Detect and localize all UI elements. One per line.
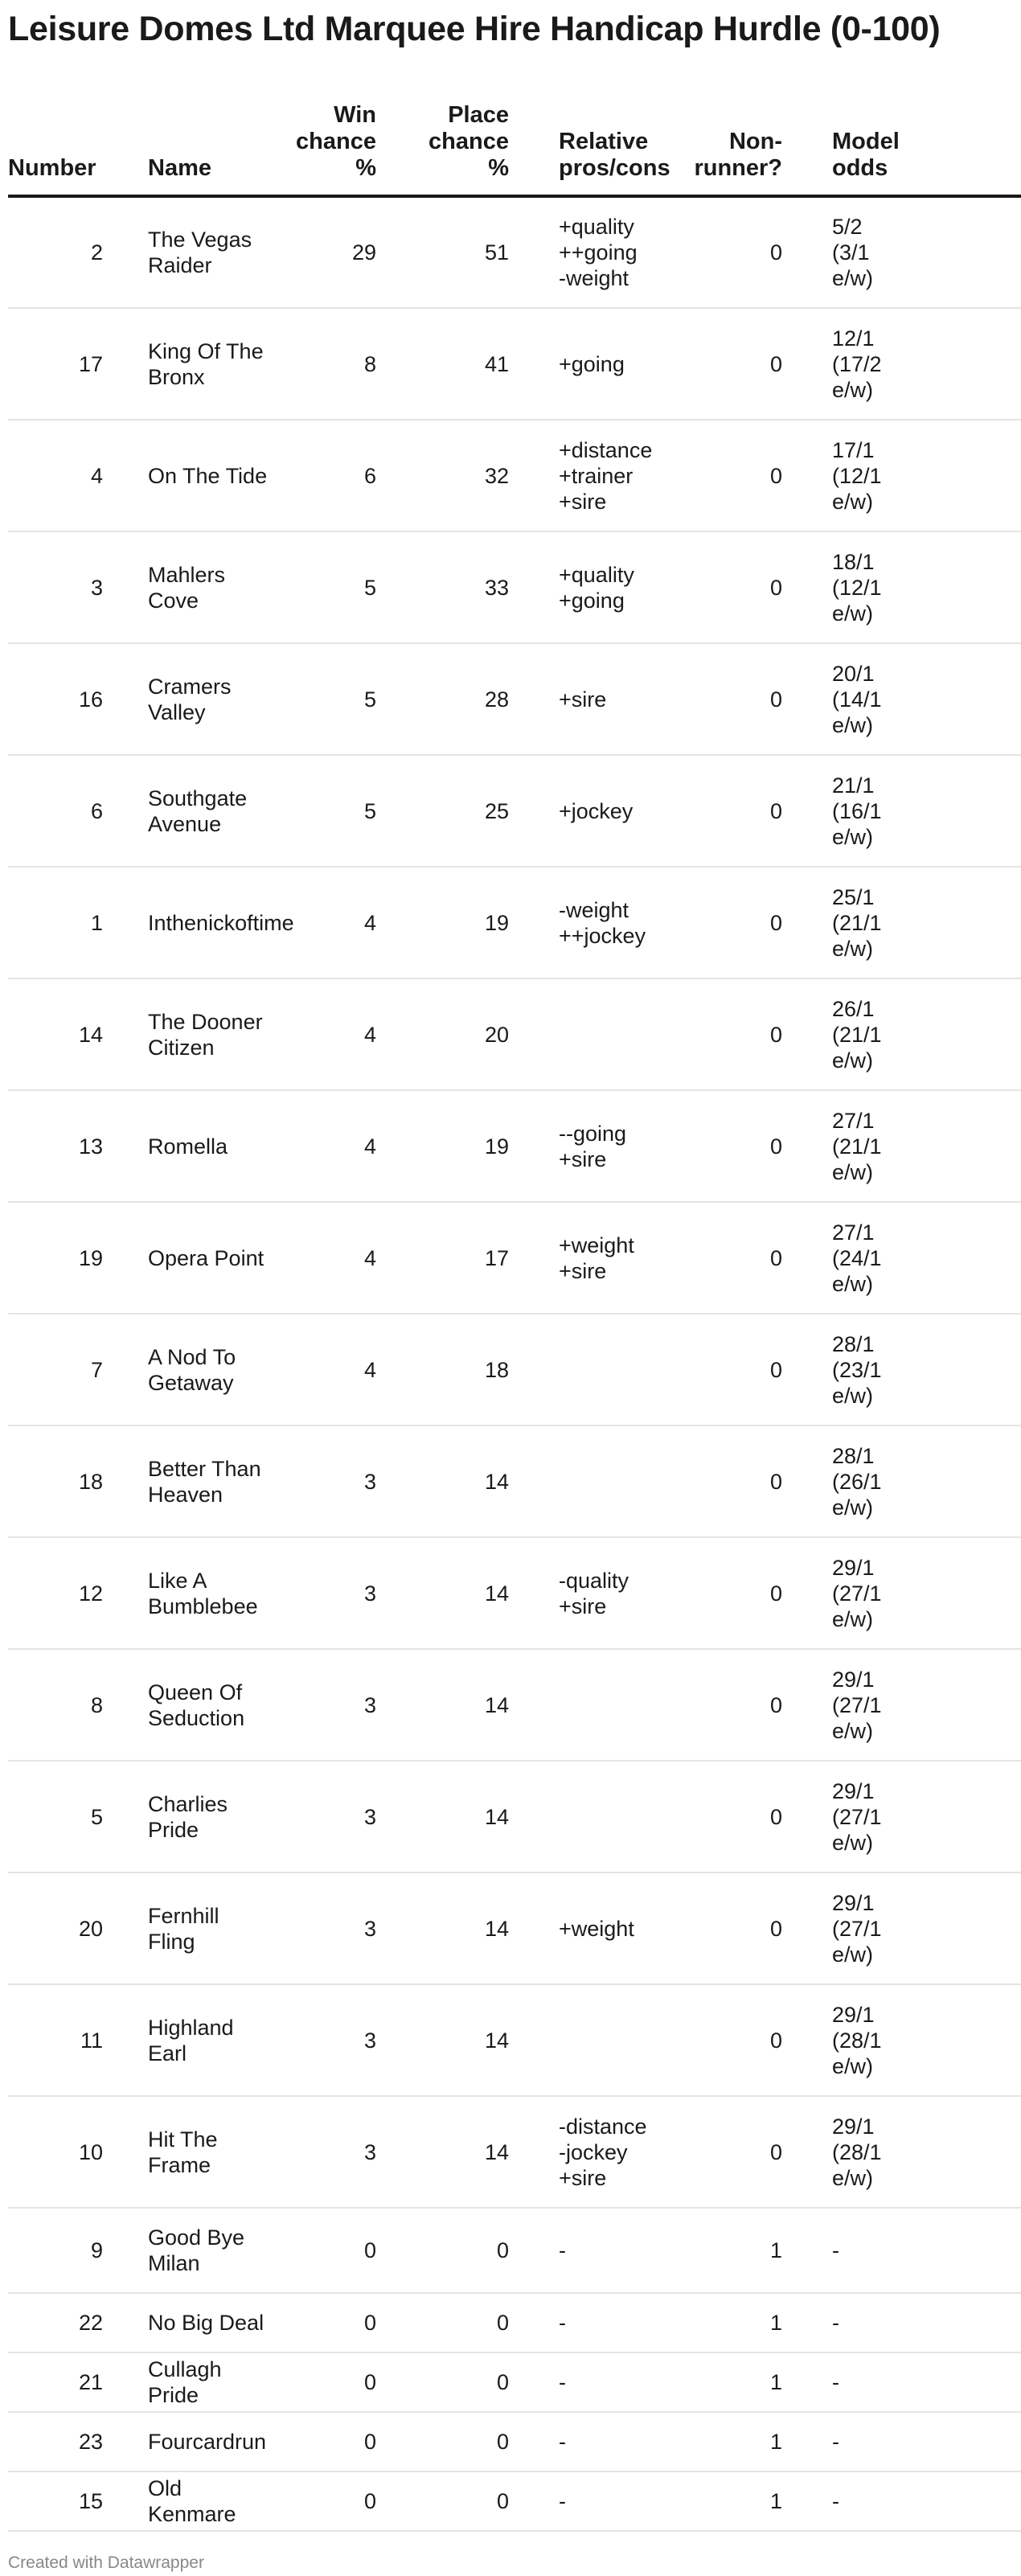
cell-win-chance: 3 [272,1537,376,1649]
cell-number: 15 [8,2471,103,2531]
cell-number: 17 [8,308,103,420]
cell-relative: --going +sire [509,1090,670,1202]
cell-win-chance: 29 [272,196,376,308]
cell-non-runner: 0 [670,196,782,308]
cell-relative: -quality +sire [509,1537,670,1649]
cell-relative: +quality ++going -weight [509,196,670,308]
cell-place-chance: 14 [376,1425,509,1537]
footer-credit: Created with Datawrapper [8,2553,204,2572]
cell-name: Fernhill Fling [103,1873,272,1984]
cell-number: 14 [8,978,103,1090]
cell-relative [509,1314,670,1425]
cell-model-odds: 29/1 (27/1 e/w) [782,1649,1021,1761]
cell-win-chance: 0 [272,2352,376,2412]
table-row [8,420,1021,531]
table-row [8,2412,1021,2471]
cell-win-chance: 0 [272,2293,376,2352]
cell-model-odds: 29/1 (27/1 e/w) [782,1537,1021,1649]
cell-model-odds: 12/1 (17/2 e/w) [782,308,1021,420]
cell-place-chance: 14 [376,1873,509,1984]
cell-relative: -distance -jockey +sire [509,2096,670,2208]
column-header-win-chance[interactable]: Win chance % [272,82,376,196]
cell-non-runner: 0 [670,1425,782,1537]
cell-relative [509,1984,670,2096]
odds-table [8,82,1021,2532]
cell-place-chance: 28 [376,643,509,755]
cell-number: 19 [8,1202,103,1314]
cell-relative: +sire [509,643,670,755]
table-row [8,531,1021,643]
cell-name: Mahlers Cove [103,531,272,643]
header-row [8,82,1021,196]
table-row [8,1873,1021,1984]
cell-win-chance: 4 [272,1090,376,1202]
cell-place-chance: 0 [376,2208,509,2293]
cell-non-runner: 0 [670,1873,782,1984]
cell-model-odds: 5/2 (3/1 e/w) [782,196,1021,308]
table-row [8,1537,1021,1649]
cell-name: Cullagh Pride [103,2352,272,2412]
cell-number: 8 [8,1649,103,1761]
cell-non-runner: 0 [670,420,782,531]
cell-place-chance: 0 [376,2471,509,2531]
cell-non-runner: 1 [670,2352,782,2412]
cell-win-chance: 0 [272,2471,376,2531]
cell-place-chance: 14 [376,1761,509,1873]
cell-name: Opera Point [103,1202,272,1314]
cell-name: Inthenickoftime [103,867,272,978]
table-row [8,1090,1021,1202]
cell-place-chance: 33 [376,531,509,643]
cell-model-odds: 27/1 (24/1 e/w) [782,1202,1021,1314]
column-header-name[interactable]: Name [103,82,272,196]
cell-non-runner: 0 [670,1984,782,2096]
cell-name: Romella [103,1090,272,1202]
cell-name: Good Bye Milan [103,2208,272,2293]
cell-number: 18 [8,1425,103,1537]
column-header-model-odds[interactable]: Model odds [782,82,1021,196]
cell-win-chance: 3 [272,2096,376,2208]
cell-name: The Vegas Raider [103,196,272,308]
cell-number: 1 [8,867,103,978]
cell-place-chance: 0 [376,2293,509,2352]
cell-win-chance: 5 [272,643,376,755]
odds-table-container [0,82,981,2532]
cell-non-runner: 0 [670,1537,782,1649]
cell-place-chance: 14 [376,2096,509,2208]
column-header-relative[interactable]: Relative pros/cons [509,82,670,196]
table-row [8,755,1021,867]
cell-number: 7 [8,1314,103,1425]
cell-number: 9 [8,2208,103,2293]
cell-model-odds: - [782,2471,1021,2531]
cell-place-chance: 20 [376,978,509,1090]
cell-non-runner: 0 [670,978,782,1090]
cell-name: Queen Of Seduction [103,1649,272,1761]
cell-non-runner: 0 [670,867,782,978]
cell-number: 4 [8,420,103,531]
table-row [8,196,1021,308]
cell-number: 21 [8,2352,103,2412]
cell-model-odds: 28/1 (23/1 e/w) [782,1314,1021,1425]
table-row [8,1761,1021,1873]
cell-relative: +weight +sire [509,1202,670,1314]
cell-number: 6 [8,755,103,867]
cell-place-chance: 32 [376,420,509,531]
cell-win-chance: 3 [272,1761,376,1873]
cell-relative [509,1425,670,1537]
cell-place-chance: 18 [376,1314,509,1425]
cell-relative: +jockey [509,755,670,867]
cell-number: 3 [8,531,103,643]
cell-name: King Of The Bronx [103,308,272,420]
cell-win-chance: 0 [272,2208,376,2293]
cell-non-runner: 0 [670,643,782,755]
cell-relative: +weight [509,1873,670,1984]
cell-non-runner: 0 [670,308,782,420]
cell-name: Southgate Avenue [103,755,272,867]
cell-win-chance: 5 [272,755,376,867]
cell-non-runner: 1 [670,2412,782,2471]
cell-win-chance: 4 [272,1314,376,1425]
cell-model-odds: - [782,2412,1021,2471]
cell-relative: -weight ++jockey [509,867,670,978]
table-header [8,82,1021,196]
cell-place-chance: 0 [376,2412,509,2471]
table-row [8,2471,1021,2531]
cell-win-chance: 0 [272,2412,376,2471]
cell-number: 16 [8,643,103,755]
cell-name: Highland Earl [103,1984,272,2096]
cell-non-runner: 0 [670,1202,782,1314]
table-row [8,2352,1021,2412]
cell-relative: +going [509,308,670,420]
cell-relative: - [509,2208,670,2293]
cell-name: Hit The Frame [103,2096,272,2208]
cell-name: A Nod To Getaway [103,1314,272,1425]
cell-model-odds: - [782,2352,1021,2412]
cell-win-chance: 3 [272,1873,376,1984]
table-row [8,1649,1021,1761]
cell-model-odds: 18/1 (12/1 e/w) [782,531,1021,643]
column-header-number[interactable]: Number [8,82,103,196]
cell-relative: +distance +trainer +sire [509,420,670,531]
cell-name: Like A Bumblebee [103,1537,272,1649]
table-row [8,643,1021,755]
cell-win-chance: 3 [272,1984,376,2096]
column-header-non-runner[interactable]: Non- runner? [670,82,782,196]
cell-non-runner: 0 [670,1761,782,1873]
table-body [8,196,1021,2531]
cell-model-odds: 25/1 (21/1 e/w) [782,867,1021,978]
cell-number: 10 [8,2096,103,2208]
cell-place-chance: 14 [376,1649,509,1761]
cell-number: 2 [8,196,103,308]
cell-number: 11 [8,1984,103,2096]
cell-win-chance: 3 [272,1649,376,1761]
cell-model-odds: - [782,2293,1021,2352]
table-row [8,978,1021,1090]
cell-place-chance: 0 [376,2352,509,2412]
cell-place-chance: 19 [376,867,509,978]
cell-number: 23 [8,2412,103,2471]
cell-place-chance: 41 [376,308,509,420]
table-row [8,2208,1021,2293]
cell-place-chance: 51 [376,196,509,308]
table-row [8,1425,1021,1537]
cell-model-odds: 28/1 (26/1 e/w) [782,1425,1021,1537]
cell-model-odds: 27/1 (21/1 e/w) [782,1090,1021,1202]
cell-number: 13 [8,1090,103,1202]
cell-name: Fourcardrun [103,2412,272,2471]
cell-name: The Dooner Citizen [103,978,272,1090]
table-row [8,867,1021,978]
cell-non-runner: 0 [670,531,782,643]
cell-name: Cramers Valley [103,643,272,755]
cell-model-odds: 29/1 (28/1 e/w) [782,1984,1021,2096]
cell-model-odds: 29/1 (27/1 e/w) [782,1761,1021,1873]
table-row [8,1314,1021,1425]
cell-model-odds: 26/1 (21/1 e/w) [782,978,1021,1090]
cell-name: Old Kenmare [103,2471,272,2531]
cell-relative: - [509,2471,670,2531]
cell-place-chance: 17 [376,1202,509,1314]
cell-number: 22 [8,2293,103,2352]
cell-non-runner: 1 [670,2208,782,2293]
cell-model-odds: 20/1 (14/1 e/w) [782,643,1021,755]
cell-name: Charlies Pride [103,1761,272,1873]
cell-win-chance: 4 [272,1202,376,1314]
cell-model-odds: 17/1 (12/1 e/w) [782,420,1021,531]
cell-place-chance: 19 [376,1090,509,1202]
cell-model-odds: 21/1 (16/1 e/w) [782,755,1021,867]
cell-win-chance: 5 [272,531,376,643]
cell-relative [509,978,670,1090]
cell-win-chance: 6 [272,420,376,531]
cell-relative: - [509,2293,670,2352]
cell-non-runner: 0 [670,2096,782,2208]
cell-number: 12 [8,1537,103,1649]
cell-place-chance: 25 [376,755,509,867]
cell-relative [509,1649,670,1761]
cell-number: 5 [8,1761,103,1873]
cell-non-runner: 1 [670,2293,782,2352]
cell-name: No Big Deal [103,2293,272,2352]
column-header-place-chance[interactable]: Place chance % [376,82,509,196]
table-row [8,1984,1021,2096]
cell-relative: +quality +going [509,531,670,643]
cell-relative: - [509,2352,670,2412]
cell-model-odds: 29/1 (27/1 e/w) [782,1873,1021,1984]
cell-relative [509,1761,670,1873]
cell-name: On The Tide [103,420,272,531]
cell-place-chance: 14 [376,1537,509,1649]
table-row [8,2096,1021,2208]
cell-win-chance: 8 [272,308,376,420]
cell-non-runner: 0 [670,1649,782,1761]
cell-number: 20 [8,1873,103,1984]
table-row [8,1202,1021,1314]
cell-place-chance: 14 [376,1984,509,2096]
cell-non-runner: 1 [670,2471,782,2531]
cell-model-odds: 29/1 (28/1 e/w) [782,2096,1021,2208]
cell-non-runner: 0 [670,1090,782,1202]
cell-model-odds: - [782,2208,1021,2293]
table-row [8,2293,1021,2352]
cell-win-chance: 4 [272,867,376,978]
cell-non-runner: 0 [670,1314,782,1425]
table-row [8,308,1021,420]
cell-relative: - [509,2412,670,2471]
cell-name: Better Than Heaven [103,1425,272,1537]
cell-win-chance: 4 [272,978,376,1090]
cell-win-chance: 3 [272,1425,376,1537]
cell-non-runner: 0 [670,755,782,867]
chart-title: Leisure Domes Ltd Marquee Hire Handicap Hurdle (0-100) [8,10,941,48]
